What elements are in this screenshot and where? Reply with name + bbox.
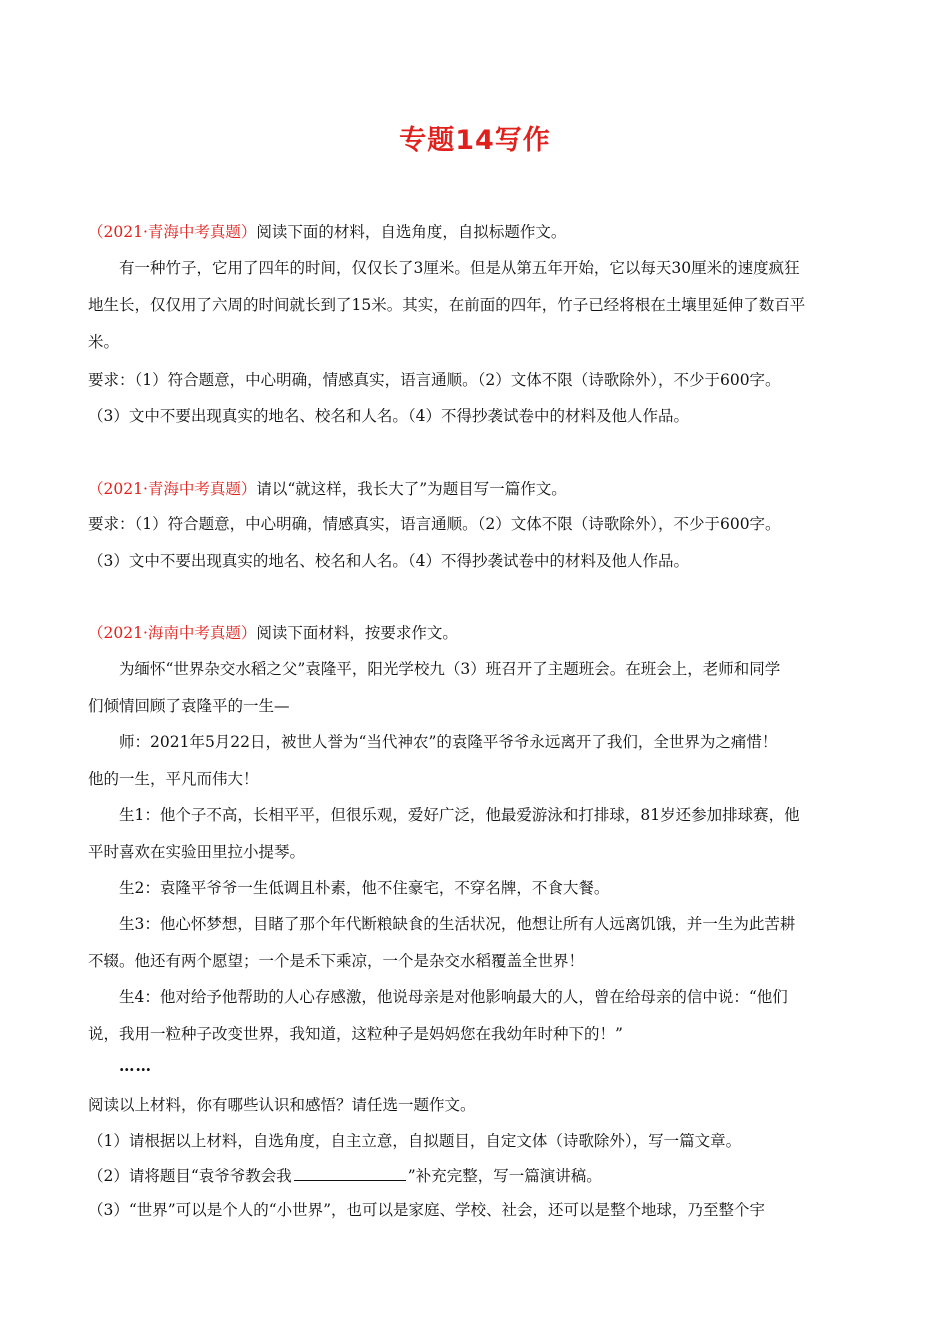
q1-material-line-3: 米。 [88,333,120,351]
page-title: 专题14写作 [399,125,551,156]
q3-material-line-6: 平时喜欢在实验田里拉小提琴。 [88,843,306,861]
q3-material-line-8: 生3：他心怀梦想，目睹了那个年代断粮缺食的生活状况，他想让所有人远离饥饿，并一生为此苦耕 [119,915,796,933]
q3-task-2 [88,1166,868,1186]
q3-material-line-9: 不辍。他还有两个愿望；一个是禾下乘凉，一个是杂交水稻覆盖全世界！ [88,952,585,970]
q1-source: （2021·青海中考真题） [88,223,257,241]
q1-header [88,222,868,242]
q1-prompt: 阅读下面的材料，自选角度，自拟标题作文。 [256,223,567,241]
q2-source: （2021·青海中考真题） [88,480,257,498]
fill-in-blank [294,1166,406,1181]
q3-material-line-3: 师：2021年5月22日，被世人誉为“当代神农”的袁隆平爷爷永远离开了我们，全世界为之痛惜！ [119,733,778,751]
q2-requirement-line-1: 要求：（1）符合题意，中心明确，情感真实，语言通顺。（2）文体不限（诗歌除外），不少于600字。 [88,515,781,533]
q1-material-line-1: 有一种竹子，它用了四年的时间，仅仅长了3厘米。但是从第五年开始，它以每天30厘米的速度疯狂 [119,259,800,277]
q3-material-line-11: 说，我用一粒种子改变世界，我知道，这粒种子是妈妈您在我幼年时种下的！” [88,1025,623,1043]
q2-requirement-line-2: （3）文中不要出现真实的地名、校名和人名。（4）不得抄袭试卷中的材料及他人作品。 [88,552,689,570]
q1-requirement-line-2: （3）文中不要出现真实的地名、校名和人名。（4）不得抄袭试卷中的材料及他人作品。 [88,407,689,425]
q3-source: （2021·海南中考真题） [88,624,257,642]
q3-ellipsis: …… [119,1056,152,1075]
q3-task-1: （1）请根据以上材料，自选角度，自主立意，自拟题目，自定文体（诗歌除外），写一篇文章。 [88,1132,742,1150]
q3-task-3: （3）“世界”可以是个人的“小世界”，也可以是家庭、学校、社会，还可以是整个地球，乃至整个宇 [88,1201,766,1219]
q3-material-line-10: 生4：他对给予他帮助的人心存感激，他说母亲是对他影响最大的人，曾在给母亲的信中说：“他们 [119,988,788,1006]
q3-task-2-before: （2）请将题目“袁爷爷教会我 [88,1167,292,1185]
q3-material-line-7: 生2：袁隆平爷爷一生低调且朴素，他不住豪宅，不穿名牌，不食大餐。 [119,879,610,897]
q2-header [88,479,868,499]
q1-requirement-line-1: 要求：（1）符合题意，中心明确，情感真实，语言通顺。（2）文体不限（诗歌除外），不少于600字。 [88,371,781,389]
q3-material-line-5: 生1：他个子不高，长相平平，但很乐观，爱好广泛，他最爱游泳和打排球，81岁还参加排球赛，他 [119,806,800,824]
q3-material-line-2: 们倾情回顾了袁隆平的一生— [88,697,290,715]
q3-material-line-1: 为缅怀“世界杂交水稻之父”袁隆平，阳光学校九（3）班召开了主题班会。在班会上，老师和同学 [119,660,781,678]
q1-material-line-2: 地生长，仅仅用了六周的时间就长到了15米。其实，在前面的四年，竹子已经将根在土壤里延伸了数百平 [88,296,806,314]
q3-task-2-after: ”补充完整，写一篇演讲稿。 [407,1167,602,1185]
q3-prompt: 阅读下面材料，按要求作文。 [256,624,458,642]
q3-task-intro: 阅读以上材料，你有哪些认识和感悟？请任选一题作文。 [88,1096,476,1114]
q2-prompt: 请以“就这样，我长大了”为题目写一篇作文。 [256,480,567,498]
q3-material-line-4: 他的一生，平凡而伟大！ [88,770,259,788]
q3-header [88,623,868,643]
